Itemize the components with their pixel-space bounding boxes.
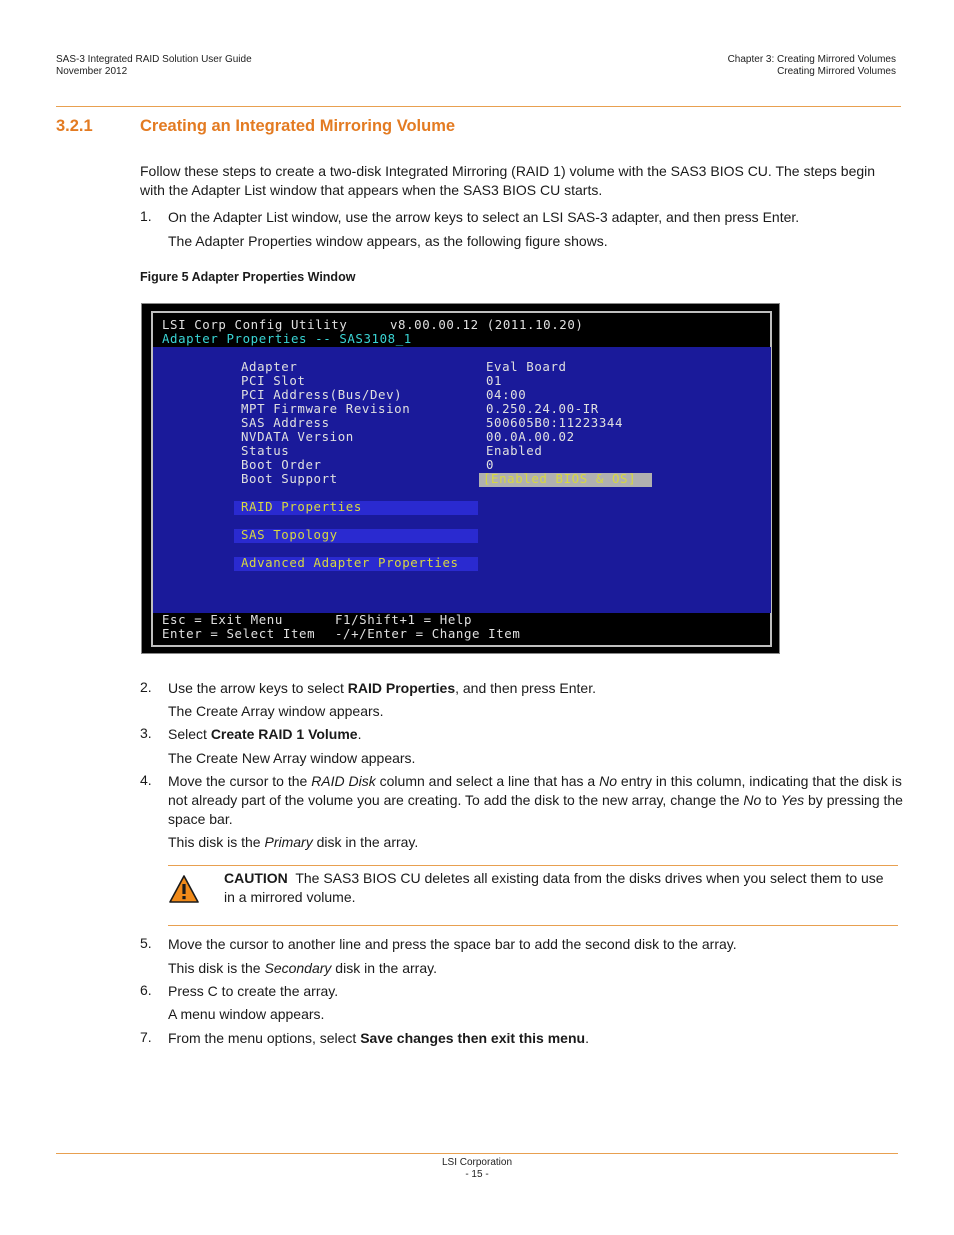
step-1-result: The Adapter Properties window appears, as the following figure shows. xyxy=(168,233,608,249)
footer-company: LSI Corporation xyxy=(441,1157,513,1168)
caution-text: CAUTION The SAS3 BIOS CU deletes all existing data from the disks drives when you select them to use in a mirrored volume. xyxy=(224,870,884,905)
bios-footer-change: -/+/Enter = Change Item xyxy=(335,626,521,641)
bios-label: SAS Address xyxy=(241,415,330,430)
bios-footer-help: F1/Shift+1 = Help xyxy=(335,612,473,627)
section-running-title: Creating Mirrored Volumes xyxy=(777,66,896,77)
step-6-number: 6. xyxy=(140,982,152,998)
caution-bottom-rule xyxy=(168,925,898,926)
menu-advanced-adapter-properties[interactable]: Advanced Adapter Properties xyxy=(241,555,459,570)
bios-label: PCI Slot xyxy=(241,373,306,388)
chapter-title: Chapter 3: Creating Mirrored Volumes xyxy=(727,54,896,65)
bios-label: Boot Support xyxy=(241,471,338,486)
ui-term: Save changes then exit this menu xyxy=(360,1030,586,1046)
section-number: 3.2.1 xyxy=(56,117,93,135)
bios-title: LSI Corp Config Utility xyxy=(162,317,348,332)
page-number: - 15 - xyxy=(465,1169,489,1180)
step-7-number: 7. xyxy=(140,1029,152,1045)
step-3-text: Select Create RAID 1 Volume. xyxy=(168,726,362,742)
step-4-number: 4. xyxy=(140,772,152,788)
step-3-number: 3. xyxy=(140,725,152,741)
bios-version: v8.00.00.12 (2011.10.20) xyxy=(390,317,584,332)
boot-support-value[interactable]: [Enabled BIOS & OS] xyxy=(483,471,637,486)
ui-term: Create RAID 1 Volume xyxy=(210,726,358,742)
warning-icon xyxy=(168,874,200,904)
step-6-result: A menu window appears. xyxy=(168,1006,325,1022)
step-2-text: Use the arrow keys to select RAID Properties, and then press Enter. xyxy=(168,680,596,696)
bios-label: Boot Order xyxy=(241,457,322,472)
bios-label: NVDATA Version xyxy=(241,429,354,444)
section-title: Creating an Integrated Mirroring Volume xyxy=(140,117,456,135)
footer-rule xyxy=(56,1153,898,1154)
bios-value: 0 xyxy=(486,457,495,472)
bios-label: MPT Firmware Revision xyxy=(241,401,411,416)
step-2-result: The Create Array window appears. xyxy=(168,703,384,719)
bios-label: PCI Address(Bus/Dev) xyxy=(241,387,403,402)
bios-value: 01 xyxy=(486,373,503,388)
step-5-number: 5. xyxy=(140,935,152,951)
step-5-result: This disk is the Secondary disk in the array. xyxy=(168,960,437,976)
intro-paragraph: Follow these steps to create a two-disk Integrated Mirroring (RAID 1) volume with the SAS3 BIOS CU. The steps begin with the Adapter List window that appears when the SAS3 BIOS CU starts. xyxy=(140,163,876,198)
step-7-text: From the menu options, select Save changes then exit this menu. xyxy=(168,1030,589,1046)
menu-sas-topology[interactable]: SAS Topology xyxy=(241,527,338,542)
bios-value: 500605B0:11223344 xyxy=(486,415,624,430)
menu-raid-properties[interactable]: RAID Properties xyxy=(241,499,362,514)
figure-caption: Figure 5 Adapter Properties Window xyxy=(140,270,356,284)
header-right xyxy=(728,54,896,78)
step-4-text: Move the cursor to the RAID Disk column and select a line that has a No entry in this column, indicating that the disk is not already part of the volume you are creating. To add the disk to the new array, change the No to Yes by pressing the space bar. xyxy=(168,773,903,827)
bios-value: 04:00 xyxy=(486,387,527,402)
bios-footer-enter: Enter = Select Item xyxy=(162,626,316,641)
bios-value: Eval Board xyxy=(486,359,567,374)
bios-label: Adapter xyxy=(241,359,298,374)
step-4-result: This disk is the Primary disk in the array. xyxy=(168,834,419,850)
header-left xyxy=(56,54,252,78)
step-1-number: 1. xyxy=(140,208,152,224)
header-rule xyxy=(56,106,901,107)
bios-label: Status xyxy=(241,443,290,458)
bios-subtitle: Adapter Properties -- SAS3108_1 xyxy=(162,331,412,346)
step-5-text: Move the cursor to another line and press the space bar to add the second disk to the array. xyxy=(168,936,737,952)
bios-value: Enabled xyxy=(486,443,543,458)
ui-term: RAID Properties xyxy=(347,680,456,696)
bios-value: 0.250.24.00-IR xyxy=(486,401,599,416)
caution-label: CAUTION xyxy=(224,870,288,886)
step-3-result: The Create New Array window appears. xyxy=(168,750,416,766)
doc-date: November 2012 xyxy=(56,66,128,77)
doc-title: SAS-3 Integrated RAID Solution User Guide xyxy=(56,54,252,65)
caution-top-rule xyxy=(168,865,898,866)
step-2-number: 2. xyxy=(140,679,152,695)
bios-value: 00.0A.00.02 xyxy=(486,429,575,444)
bios-footer-esc: Esc = Exit Menu xyxy=(162,612,283,627)
step-6-text: Press C to create the array. xyxy=(168,983,339,999)
step-1-text: On the Adapter List window, use the arrow keys to select an LSI SAS-3 adapter, and then press Enter. xyxy=(168,209,800,225)
